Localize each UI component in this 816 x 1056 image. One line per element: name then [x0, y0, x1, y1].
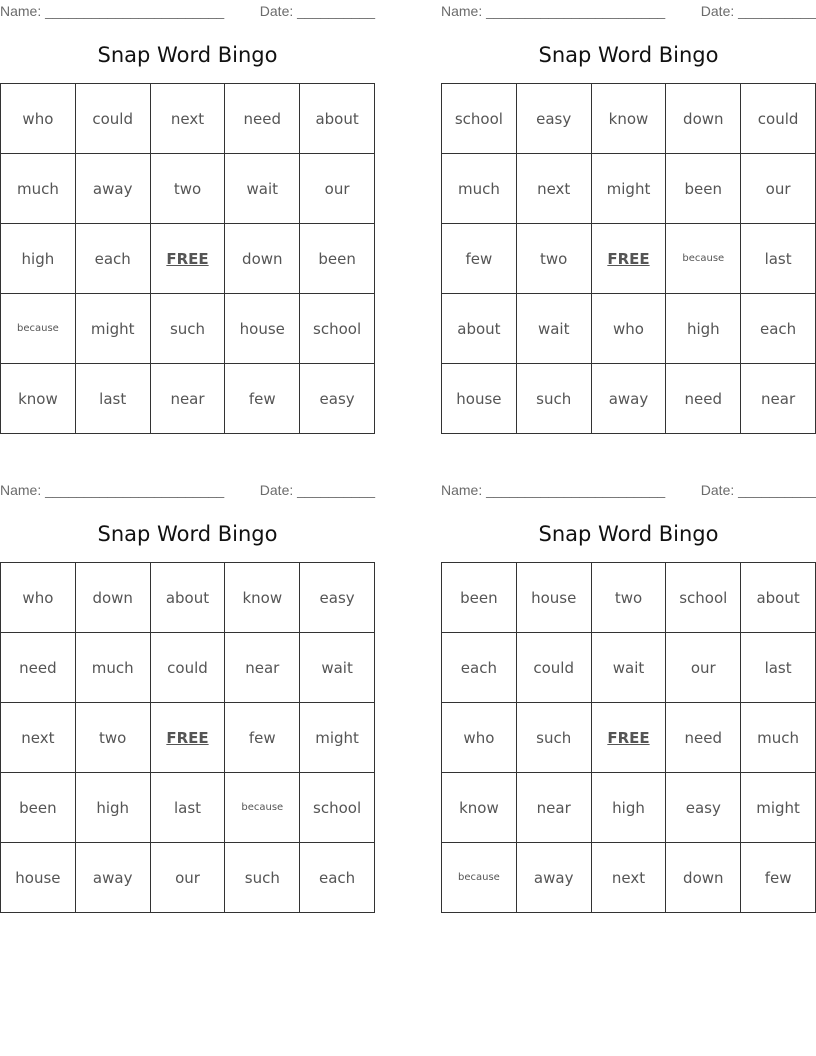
card-title: Snap Word Bingo: [538, 522, 719, 546]
bingo-card-3: [0, 479, 375, 914]
card-header: [0, 482, 375, 498]
bingo-cell[interactable]: down: [666, 843, 741, 913]
bingo-cell[interactable]: because: [1, 294, 76, 364]
bingo-cell[interactable]: each: [75, 224, 150, 294]
bingo-row: [1, 633, 375, 703]
bingo-cell[interactable]: might: [591, 154, 666, 224]
bingo-cell[interactable]: need: [225, 84, 300, 154]
bingo-cell[interactable]: need: [666, 364, 741, 434]
bingo-cell[interactable]: easy: [300, 364, 375, 434]
bingo-cell[interactable]: down: [75, 563, 150, 633]
bingo-cell[interactable]: school: [300, 294, 375, 364]
bingo-card-4: [441, 479, 816, 914]
bingo-grid: [0, 83, 375, 434]
bingo-cell[interactable]: know: [442, 773, 517, 843]
bingo-cell[interactable]: last: [741, 224, 816, 294]
bingo-cell[interactable]: near: [516, 773, 591, 843]
bingo-cell[interactable]: been: [300, 224, 375, 294]
bingo-cell[interactable]: wait: [516, 294, 591, 364]
bingo-row: [1, 154, 375, 224]
bingo-row: [1, 773, 375, 843]
name-field[interactable]: Name: _______________________: [441, 3, 666, 19]
bingo-row: [1, 224, 375, 294]
bingo-cell[interactable]: near: [150, 364, 225, 434]
bingo-cell[interactable]: need: [1, 633, 76, 703]
bingo-cell[interactable]: could: [516, 633, 591, 703]
name-field[interactable]: Name: _______________________: [0, 3, 225, 19]
date-field[interactable]: Date: __________: [700, 482, 816, 498]
bingo-row: [1, 294, 375, 364]
bingo-cell[interactable]: down: [666, 84, 741, 154]
bingo-cell[interactable]: such: [516, 364, 591, 434]
bingo-cell[interactable]: our: [300, 154, 375, 224]
bingo-cell[interactable]: next: [591, 843, 666, 913]
bingo-cell[interactable]: could: [741, 84, 816, 154]
bingo-cell[interactable]: house: [1, 843, 76, 913]
bingo-cell[interactable]: next: [1, 703, 76, 773]
bingo-cell[interactable]: know: [1, 364, 76, 434]
bingo-row: [1, 364, 375, 434]
bingo-cell[interactable]: school: [442, 84, 517, 154]
bingo-cell[interactable]: away: [75, 843, 150, 913]
date-field[interactable]: Date: __________: [700, 3, 816, 19]
bingo-cell[interactable]: much: [442, 154, 517, 224]
bingo-cell[interactable]: who: [442, 703, 517, 773]
bingo-row: [1, 84, 375, 154]
bingo-cell[interactable]: such: [225, 843, 300, 913]
bingo-cell[interactable]: such: [150, 294, 225, 364]
bingo-cell[interactable]: need: [666, 703, 741, 773]
bingo-cell[interactable]: wait: [591, 633, 666, 703]
bingo-cell[interactable]: easy: [300, 563, 375, 633]
free-space-cell[interactable]: FREE: [150, 224, 225, 294]
bingo-cell[interactable]: know: [225, 563, 300, 633]
bingo-cell[interactable]: high: [591, 773, 666, 843]
bingo-cell[interactable]: school: [666, 563, 741, 633]
bingo-cell[interactable]: because: [225, 773, 300, 843]
bingo-grid: [0, 562, 375, 913]
bingo-cell[interactable]: two: [516, 224, 591, 294]
bingo-cell[interactable]: each: [741, 294, 816, 364]
bingo-cell[interactable]: because: [442, 843, 517, 913]
bingo-grid: [441, 83, 816, 434]
bingo-cell[interactable]: about: [442, 294, 517, 364]
bingo-cell[interactable]: few: [442, 224, 517, 294]
bingo-cell[interactable]: about: [150, 563, 225, 633]
bingo-cell[interactable]: our: [150, 843, 225, 913]
date-field[interactable]: Date: __________: [259, 482, 375, 498]
bingo-cell[interactable]: down: [225, 224, 300, 294]
free-space-cell[interactable]: FREE: [591, 224, 666, 294]
bingo-cell[interactable]: could: [75, 84, 150, 154]
bingo-cell[interactable]: who: [1, 563, 76, 633]
bingo-cell[interactable]: near: [225, 633, 300, 703]
bingo-grid: [441, 562, 816, 913]
bingo-row: [442, 633, 816, 703]
bingo-cell[interactable]: might: [75, 294, 150, 364]
bingo-cell[interactable]: our: [741, 154, 816, 224]
bingo-cell[interactable]: last: [75, 364, 150, 434]
bingo-cell[interactable]: house: [225, 294, 300, 364]
bingo-cell[interactable]: two: [75, 703, 150, 773]
bingo-cell[interactable]: school: [300, 773, 375, 843]
bingo-cell[interactable]: about: [741, 563, 816, 633]
bingo-cell[interactable]: easy: [516, 84, 591, 154]
bingo-row: [442, 364, 816, 434]
card-header: [441, 482, 816, 498]
bingo-cell[interactable]: next: [150, 84, 225, 154]
bingo-cell[interactable]: who: [591, 294, 666, 364]
date-field[interactable]: Date: __________: [259, 3, 375, 19]
bingo-cell[interactable]: next: [516, 154, 591, 224]
bingo-cell[interactable]: been: [1, 773, 76, 843]
bingo-cell[interactable]: wait: [225, 154, 300, 224]
bingo-row: [1, 843, 375, 913]
name-field[interactable]: Name: _______________________: [0, 482, 225, 498]
bingo-cell[interactable]: high: [666, 294, 741, 364]
bingo-card-1: [0, 0, 375, 435]
bingo-cell[interactable]: high: [75, 773, 150, 843]
card-header: [0, 3, 375, 19]
bingo-row: [442, 294, 816, 364]
bingo-cell[interactable]: our: [666, 633, 741, 703]
bingo-cell[interactable]: each: [442, 633, 517, 703]
bingo-cell[interactable]: away: [516, 843, 591, 913]
bingo-cell[interactable]: two: [591, 563, 666, 633]
bingo-card-2: [441, 0, 816, 435]
bingo-cell[interactable]: could: [150, 633, 225, 703]
bingo-row: [442, 843, 816, 913]
name-field[interactable]: Name: _______________________: [441, 482, 666, 498]
bingo-cell[interactable]: been: [442, 563, 517, 633]
bingo-row: [442, 224, 816, 294]
card-header: [441, 3, 816, 19]
card-title: Snap Word Bingo: [97, 43, 278, 67]
bingo-cell[interactable]: who: [1, 84, 76, 154]
bingo-cell[interactable]: been: [666, 154, 741, 224]
bingo-cell[interactable]: high: [1, 224, 76, 294]
bingo-cell[interactable]: house: [442, 364, 517, 434]
bingo-cell[interactable]: few: [225, 703, 300, 773]
bingo-cell[interactable]: might: [300, 703, 375, 773]
bingo-cell[interactable]: easy: [666, 773, 741, 843]
bingo-cell[interactable]: last: [741, 633, 816, 703]
bingo-row: [442, 773, 816, 843]
card-title: Snap Word Bingo: [538, 43, 719, 67]
bingo-cell[interactable]: much: [1, 154, 76, 224]
free-space-cell[interactable]: FREE: [150, 703, 225, 773]
bingo-cell[interactable]: house: [516, 563, 591, 633]
bingo-cell[interactable]: wait: [300, 633, 375, 703]
bingo-cell[interactable]: two: [150, 154, 225, 224]
bingo-cell[interactable]: each: [300, 843, 375, 913]
bingo-row: [1, 703, 375, 773]
bingo-cell[interactable]: know: [591, 84, 666, 154]
bingo-row: [1, 563, 375, 633]
bingo-cell[interactable]: much: [741, 703, 816, 773]
bingo-row: [442, 154, 816, 224]
bingo-row: [442, 563, 816, 633]
bingo-cell[interactable]: near: [741, 364, 816, 434]
bingo-row: [442, 703, 816, 773]
bingo-cell[interactable]: might: [741, 773, 816, 843]
bingo-cell[interactable]: few: [741, 843, 816, 913]
bingo-cell[interactable]: much: [75, 633, 150, 703]
bingo-cell[interactable]: because: [666, 224, 741, 294]
bingo-cell[interactable]: away: [75, 154, 150, 224]
bingo-cell[interactable]: such: [516, 703, 591, 773]
card-title: Snap Word Bingo: [97, 522, 278, 546]
free-space-cell[interactable]: FREE: [591, 703, 666, 773]
bingo-cell[interactable]: away: [591, 364, 666, 434]
bingo-cell[interactable]: few: [225, 364, 300, 434]
bingo-row: [442, 84, 816, 154]
bingo-cell[interactable]: about: [300, 84, 375, 154]
bingo-cell[interactable]: last: [150, 773, 225, 843]
